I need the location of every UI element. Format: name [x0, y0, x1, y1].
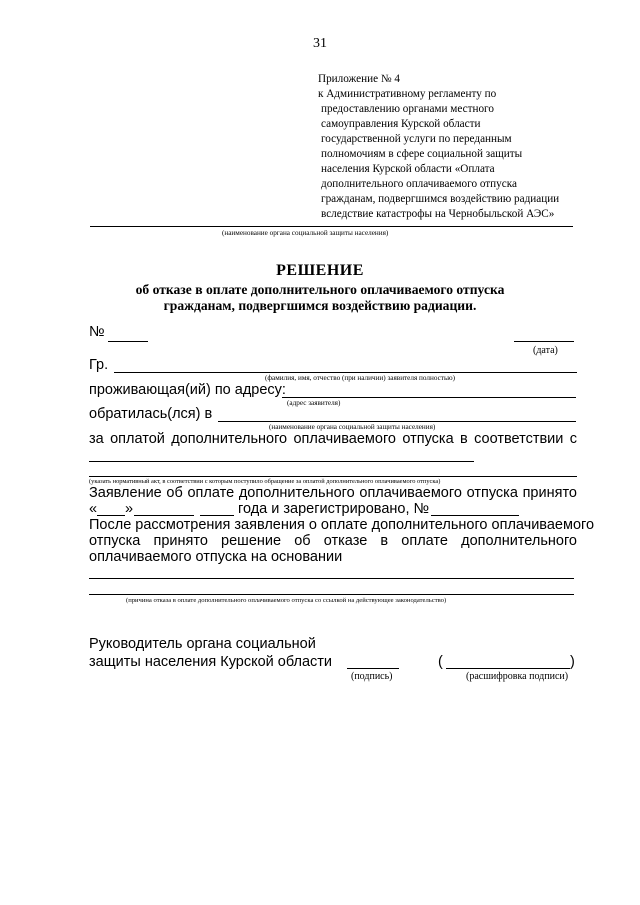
registered-text: года и зарегистрировано, №: [238, 501, 430, 517]
citizen-caption: (фамилия, имя, отчество (при наличии) заявителя полностью): [265, 374, 455, 382]
appendix-block: [318, 72, 588, 222]
appendix-line: вследствие катастрофы на Чернобыльской АЭС»: [321, 208, 555, 220]
decision-line-2: отпуска принято решение об отказе в оплате дополнительного: [89, 533, 577, 549]
appendix-line: самоуправления Курской области: [321, 118, 481, 130]
registered-quote-close: »: [125, 501, 134, 517]
decoding-line: [446, 668, 570, 669]
number-line: [108, 341, 148, 342]
applied-line: [218, 421, 576, 422]
number-label: №: [89, 324, 105, 340]
decoding-caption: (расшифровка подписи): [466, 671, 569, 682]
registered-month-line: [134, 515, 194, 516]
address-line: [282, 397, 576, 398]
appendix-line: Приложение № 4: [318, 73, 400, 85]
decision-line-1: После рассмотрения заявления о оплате дополнительного оплачиваемого: [89, 517, 595, 533]
applied-caption: (наименование органа социальной защиты населения): [269, 423, 436, 431]
document-title: РЕШЕНИЕ: [276, 262, 364, 279]
org-name-caption: (наименование органа социальной защиты населения): [222, 229, 389, 237]
address-label: проживающая(ий) по адресу:: [89, 382, 286, 398]
signature-open-paren: (: [438, 654, 443, 670]
registered-day-line: [97, 515, 125, 516]
registered-quote-open: «: [89, 501, 98, 517]
head-title-line-1: Руководитель органа социальной: [89, 636, 316, 652]
document-subtitle-1: об отказе в оплате дополнительного оплачиваемого отпуска: [135, 282, 505, 297]
basis-text: за оплатой дополнительного оплачиваемого отпуска в соответствии с: [89, 431, 577, 447]
reason-line-2: [89, 594, 574, 595]
appendix-line: к Административному регламенту по: [318, 88, 497, 100]
basis-line-1: [89, 461, 474, 462]
page-number: 31: [313, 36, 327, 51]
reason-line-1: [89, 578, 574, 579]
applied-label: обратилась(лся) в: [89, 406, 213, 422]
appendix-line: предоставлению органами местного: [321, 103, 494, 115]
registered-number-line: [431, 515, 519, 516]
citizen-line: [114, 372, 577, 373]
registered-year-line: [200, 515, 234, 516]
document-subtitle-2: гражданам, подвергшимся воздействию радиации.: [163, 298, 477, 313]
signature-caption: (подпись): [351, 671, 393, 682]
appendix-line: полномочиям в сфере социальной защиты: [321, 148, 523, 160]
accepted-text: Заявление об оплате дополнительного оплачиваемого отпуска принято: [89, 485, 577, 501]
basis-caption: (указать нормативный акт, в соответствии с которым поступило обращение за оплатой дополнительного оплачиваемого отпуска): [89, 478, 441, 485]
decision-line-3: оплачиваемого отпуска на основании: [89, 549, 343, 565]
date-caption: (дата): [533, 345, 558, 356]
appendix-line: дополнительного оплачиваемого отпуска: [321, 178, 517, 190]
head-title-line-2: защиты населения Курской области: [89, 654, 333, 670]
signature-line: [347, 668, 399, 669]
appendix-line: гражданам, подвергшимся воздействию радиации: [321, 193, 560, 205]
address-caption: (адрес заявителя): [287, 399, 341, 407]
org-name-line: [90, 226, 573, 227]
signature-close-paren: ): [570, 654, 575, 670]
reason-caption: (причина отказа в оплате дополнительного оплачиваемого отпуска со ссылкой на действующее законодательство): [126, 597, 447, 604]
appendix-line: государственной услуги по переданным: [321, 133, 512, 145]
appendix-line: населения Курской области «Оплата: [321, 163, 495, 175]
basis-line-2: [89, 476, 577, 477]
date-line: [514, 341, 574, 342]
citizen-label: Гр.: [89, 357, 109, 373]
